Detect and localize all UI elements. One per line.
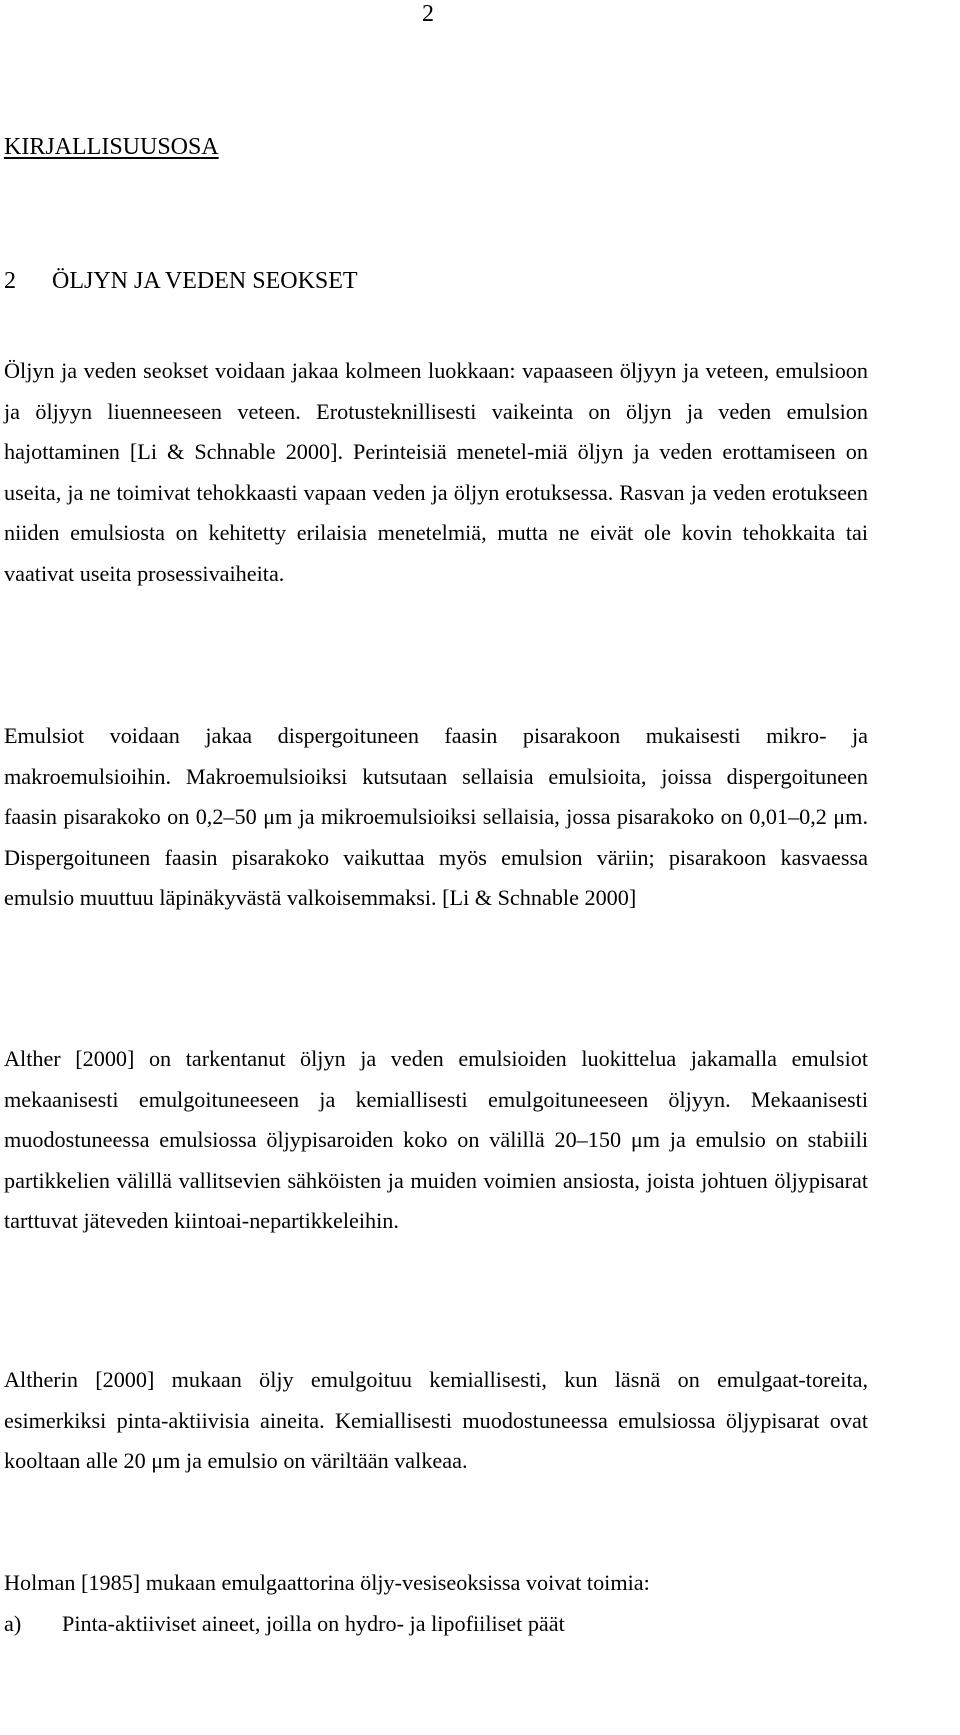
page-number: 2 bbox=[422, 1, 434, 27]
chapter-number: 2 bbox=[4, 268, 16, 294]
paragraph-chemical-emulsification: Altherin [2000] mukaan öljy emulgoituu kemiallisesti, kun läsnä on emulgaat-toreita, esimerkiksi pinta-aktiivisia aineita. Kemiallisesti muodostuneessa emulsiossa öljypisarat ovat kooltaan alle 20 μm ja emulsio on väriltään valkeaa. bbox=[4, 1367, 868, 1474]
paragraph-emulsion-droplet-size: Emulsiot voidaan jakaa dispergoituneen faasin pisarakoon mukaisesti mikro- ja makroemulsioihin. Makroemulsioiksi kutsutaan sellaisia emulsioita, joissa dispergoituneen faasin pisarakoko on 0,2–50 μm ja mikroemulsioiksi sellaisia, jossa pisarakoko on 0,01–0,2 μm. Dispergoituneen faasin pisarakoko vaikuttaa myös emulsion väriin; pisarakoon kasvaessa emulsio muuttuu läpinäkyvästä valkoisemmaksi. [Li & Schnable 2000] bbox=[4, 723, 868, 911]
chapter-title: ÖLJYN JA VEDEN SEOKSET bbox=[52, 268, 358, 294]
list-item-text: Pinta-aktiiviset aineet, joilla on hydro- ja lipofiiliset päät bbox=[62, 1611, 565, 1636]
list-item-marker: a) bbox=[4, 1611, 22, 1636]
paragraph-alther-classification: Alther [2000] on tarkentanut öljyn ja veden emulsioiden luokittelua jakamalla emulsiot mekaanisesti emulgoituneeseen ja kemiallisesti emulgoituneeseen öljyyn. Mekaanisesti muodostuneessa emulsiossa öljypisaroiden koko on välillä 20–150 μm ja emulsio on stabiili partikkelien välillä vallitsevien sähköisten ja muiden voimien ansiosta, joista johtuen öljypisarat tarttuvat jäteveden kiintoai-nepartikkeleihin. bbox=[4, 1046, 868, 1234]
section-title: KIRJALLISUUSOSA bbox=[4, 134, 219, 160]
chapter-heading bbox=[4, 267, 358, 295]
paragraph-oil-water-mixtures: Öljyn ja veden seokset voidaan jakaa kolmeen luokkaan: vapaaseen öljyyn ja veteen, emulsioon ja öljyyn liuenneeseen veteen. Erotusteknillisesti vaikeinta on öljyn ja veden emulsion hajottaminen [Li & Schnable 2000]. Perinteisiä menetel-miä öljyn ja veden erottamiseen on useita, ja ne toimivat tehokkaasti vapaan veden ja öljyn erotuksessa. Rasvan ja veden erotukseen niiden emulsiosta on kehitetty erilaisia menetelmiä, mutta ne eivät ole kovin tehokkaita tai vaativat useita prosessivaiheita. bbox=[4, 358, 868, 586]
list-item bbox=[4, 1604, 565, 1645]
paragraph-holman-emulsifiers: Holman [1985] mukaan emulgaattorina öljy-vesiseoksissa voivat toimia: bbox=[4, 1570, 650, 1595]
